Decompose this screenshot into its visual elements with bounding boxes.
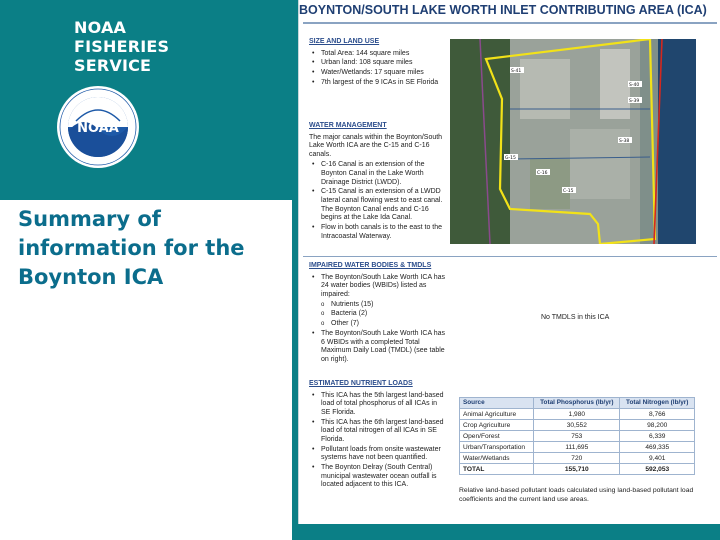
total-nitrogen-cell: 592,053 [620,464,695,475]
water-management-bullet: • Flow in both canals is to the east to the Intracoastal Waterway. [309,224,445,241]
logo-text: NOAA [77,121,119,136]
document-title: BOYNTON/SOUTH LAKE WORTH INLET CONTRIBUTING AREA (ICA) [299,3,707,17]
source-cell: Open/Forest [460,431,534,442]
total-phosphorus-cell: 155,710 [534,464,620,475]
impaired-bullet: • The Boynton/South Lake Worth ICA has 6 WBIDs with a completed Total Maximum Daily Load (TMDL) (see table on right). [309,330,445,364]
table-row [460,442,695,453]
nutrient-bullet: • Pollutant loads from onsite wastewater systems have not been quantified. [309,446,445,463]
map-label: S-40 [629,83,640,88]
column-header: Total Nitrogen (lb/yr) [620,398,695,409]
map-label: S-41 [511,69,522,74]
title-divider [303,22,717,24]
water-management-intro: The major canals within the Boynton/South Lake Worth ICA are the C-15 and C-16 canals. [309,133,443,158]
nutrient-bullet: • This ICA has the 5th largest land-based load of total phosphorus of all ICAs in SE Florida. [309,392,445,418]
phosphorus-cell: 1,980 [534,409,620,420]
table-row [460,453,695,464]
phosphorus-cell: 30,552 [534,420,620,431]
nutrient-bullet: • The Boynton Delray (South Central) municipal wastewater ocean outfall is located adjacent to this ICA. [309,464,445,490]
source-cell: Crop Agriculture [460,420,534,431]
nutrient-loads-section [309,380,445,491]
source-cell: Water/Wetlands [460,453,534,464]
nitrogen-cell: 98,200 [620,420,695,431]
document-page [298,0,720,524]
table-header-row [460,398,695,409]
brand-line-3: SERVICE [74,56,152,75]
map-label: S-38 [619,139,630,144]
column-header: Source [460,398,534,409]
map-label: G-15 [505,156,516,161]
nitrogen-cell: 8,766 [620,409,695,420]
impaired-bullet: • The Boynton/South Lake Worth ICA has 24 water bodies (WBIDs) listed as impaired: [309,274,445,300]
phosphorus-cell: 753 [534,431,620,442]
table-row [460,420,695,431]
size-land-use-heading: SIZE AND LAND USE [309,38,380,45]
table-footnote: Relative land-based pollutant loads calculated using land-based pollutant load coefficients and the current land use areas. [459,487,694,503]
nitrogen-cell: 469,335 [620,442,695,453]
nutrient-loads-heading: ESTIMATED NUTRIENT LOADS [309,380,413,387]
brand-line-2: FISHERIES [74,37,170,56]
impaired-sub-item: o Bacteria (2) [309,310,445,319]
land-use-bullet: • 7th largest of the 9 ICAs in SE Florida [309,79,445,88]
impaired-sub-item: o Other (7) [309,320,445,329]
water-management-bullet: • C-15 Canal is an extension of a LWDD lateral canal flowing west to east canal. The Boynton Canal ends and C-16 begins at the Lake Ida Canal. [309,188,445,222]
water-management-bullet: • C-16 Canal is an extension of the Boynton Canal in the Lake Worth Drainage District (LWDD). [309,161,445,187]
no-tmdl-note: No TMDLS in this ICA [541,314,610,321]
map-label: C-16 [537,171,548,176]
noaa-logo-icon [56,85,140,169]
table-row [460,409,695,420]
table-total-row [460,464,695,475]
water-management-heading: WATER MANAGEMENT [309,122,387,129]
document-panel [292,0,720,540]
total-label-cell: TOTAL [460,464,534,475]
nitrogen-cell: 9,401 [620,453,695,464]
impaired-sub-item: o Nutrients (15) [309,301,445,310]
source-cell: Animal Agriculture [460,409,534,420]
impaired-waters-section [309,262,445,365]
nitrogen-cell: 6,339 [620,431,695,442]
map-label: C-15 [563,189,574,194]
table-row [460,431,695,442]
column-header: Total Phosphorus (lb/yr) [534,398,620,409]
land-use-bullet: • Urban land: 108 square miles [309,59,445,68]
phosphorus-cell: 720 [534,453,620,464]
noaa-fisheries-wordmark [74,18,169,75]
map-label: S-39 [629,99,640,104]
section-divider [303,256,717,257]
phosphorus-cell: 111,695 [534,442,620,453]
ica-satellite-map [450,39,696,244]
brand-line-1: NOAA [74,18,127,37]
source-cell: Urban/Transportation [460,442,534,453]
nutrient-loads-table [459,397,695,475]
size-land-use-section [309,38,445,89]
land-use-bullet: • Water/Wetlands: 17 square miles [309,69,445,78]
nutrient-bullet: • This ICA has the 6th largest land-based load of total nitrogen of all ICAs in SE Florida. [309,419,445,445]
water-management-section [309,122,445,242]
slide-title: Summary of information for the Boynton ICA [18,207,245,289]
impaired-waters-heading: IMPAIRED WATER BODIES & TMDLS [309,262,432,269]
land-use-bullet: • Total Area: 144 square miles [309,50,445,59]
